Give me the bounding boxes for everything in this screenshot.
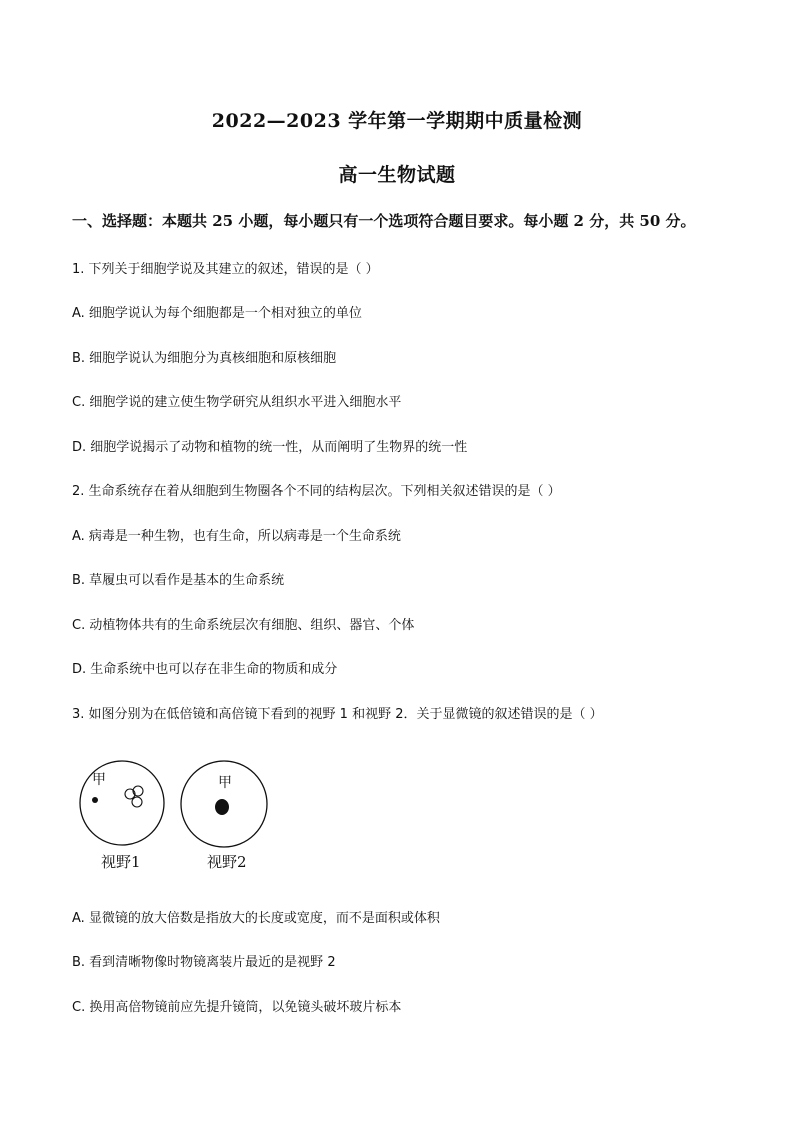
question-1-stem: 1. 下列关于细胞学说及其建立的叙述，错误的是（ ） <box>72 262 379 277</box>
view-2-label: 视野2 <box>207 853 247 871</box>
question-3-option-b: B. 看到清晰物像时物镜离装片最近的是视野 2 <box>72 955 336 970</box>
question-2-option-c: C. 动植物体共有的生命系统层次有细胞、组织、器官、个体 <box>72 618 415 633</box>
view-2-mark-label: 甲 <box>218 775 232 791</box>
question-1-option-b: B. 细胞学说认为细胞分为真核细胞和原核细胞 <box>72 351 337 366</box>
exam-title: 2022—2023 学年第一学期期中质量检测 <box>211 110 583 132</box>
question-3-stem: 3. 如图分别为在低倍镜和高倍镜下看到的视野 1 和视野 2．关于显微镜的叙述错误的是（ ） <box>72 707 603 722</box>
view-1-cell-dot <box>92 797 98 803</box>
question-2-option-a: A. 病毒是一种生物，也有生命，所以病毒是一个生命系统 <box>72 529 401 544</box>
question-1-option-c: C. 细胞学说的建立使生物学研究从组织水平进入细胞水平 <box>72 395 402 410</box>
section-heading: 一、选择题：本题共 25 小题，每小题只有一个选项符合题目要求。每小题 2 分，共 50 分。 <box>72 212 696 230</box>
view-2-cell-dot <box>215 799 229 815</box>
question-1-option-d: D. 细胞学说揭示了动物和植物的统一性，从而阐明了生物界的统一性 <box>72 440 468 455</box>
question-2-option-d: D. 生命系统中也可以存在非生命的物质和成分 <box>72 662 338 677</box>
view-1-label: 视野1 <box>101 853 141 871</box>
question-2-option-b: B. 草履虫可以看作是基本的生命系统 <box>72 573 285 588</box>
microscope-views-diagram <box>74 760 274 872</box>
question-1-option-a: A. 细胞学说认为每个细胞都是一个相对独立的单位 <box>72 306 362 321</box>
view-1-bubble-3 <box>132 797 142 807</box>
microscope-views-figure <box>74 760 274 872</box>
exam-subtitle: 高一生物试题 <box>338 164 456 186</box>
question-2-stem: 2. 生命系统存在着从细胞到生物圈各个不同的结构层次。下列相关叙述错误的是（ ） <box>72 484 561 499</box>
view-1-mark-label: 甲 <box>92 772 106 788</box>
question-3-option-a: A. 显微镜的放大倍数是指放大的长度或宽度，而不是面积或体积 <box>72 911 440 926</box>
question-3-option-c: C. 换用高倍物镜前应先提升镜筒，以免镜头破坏玻片标本 <box>72 1000 402 1015</box>
